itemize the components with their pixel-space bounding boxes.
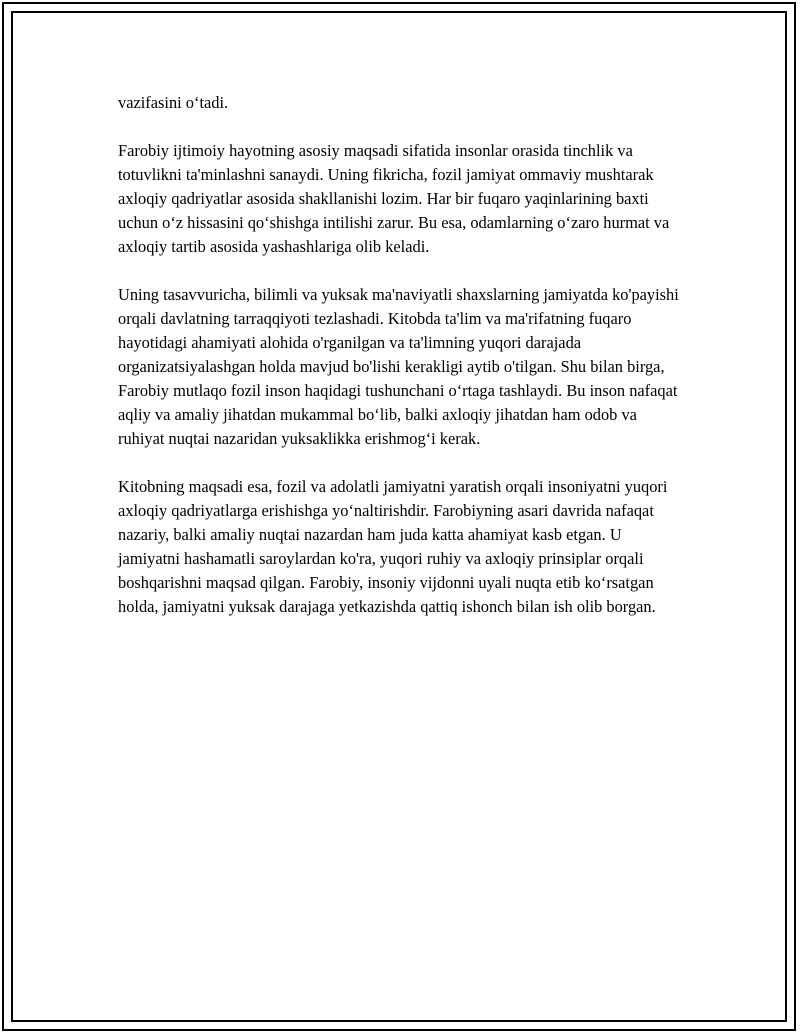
paragraph-educated-citizens: Uning tasavvuricha, bilimli va yuksak ma'naviyatli shaxslarning jamiyatda ko'payishi orqali davlatning tarraqqiyoti tezlashadi. Kitobda ta'lim va ma'rifatning fuqaro hayotidagi ahamiyati alohida o'rganilgan va ta'limning yuqori darajada organizatsiyalashgan holda mavjud bo'lishi kerakligi aytib o'tilgan. Shu bilan birga, Farobiy mutlaqo fozil inson haqidagi tushunchani o‘rtaga tashlaydi. Bu inson nafaqat aqliy va amaliy jihatdan mukammal bo‘lib, balki axloqiy jihatdan ham odob va ruhiyat nuqtai nazaridan yuksaklikka erishmog‘i kerak. xyxy=(118,285,679,448)
document-body xyxy=(118,91,684,643)
paragraph-social-purpose: Farobiy ijtimoiy hayotning asosiy maqsadi sifatida insonlar orasida tinchlik va totuvlikni ta'minlashni sanaydi. Uning fikricha, fozil jamiyat ommaviy mushtarak axloqiy qadriyatlar asosida shakllanishi lozim. Har bir fuqaro yaqinlarining baxti uchun o‘z hissasini qo‘shishga intilishi zarur. Bu esa, odamlarning o‘zaro hurmat va axloqiy tartib asosida yashashlariga olib keladi. xyxy=(118,141,670,256)
paragraph-book-purpose: Kitobning maqsadi esa, fozil va adolatli jamiyatni yaratish orqali insoniyatni yuqori axloqiy qadriyatlarga erishishga yo‘naltirishdir. Farobiyning asari davrida nafaqat nazariy, balki amaliy nuqtai nazardan ham juda katta ahamiyat kasb etgan. U jamiyatni hashamatli saroylardan ko'ra, yuqori ruhiy va axloqiy prinsiplar orqali boshqarishni maqsad qilgan. Farobiy, insoniy vijdonni uyali nuqta etib ko‘rsatgan holda, jamiyatni yuksak darajaga yetkazishda qattiq ishonch bilan ish olib borgan. xyxy=(118,477,668,616)
paragraph-continuation: vazifasini o‘tadi. xyxy=(118,93,229,112)
